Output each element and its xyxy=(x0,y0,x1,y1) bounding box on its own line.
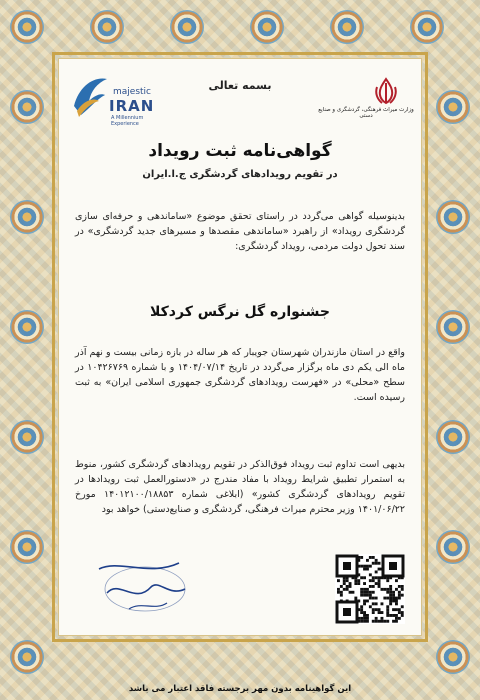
certificate-title: گواهی‌نامه ثبت رویداد xyxy=(148,141,332,161)
event-name: جشنواره گل نرگس کردکلا xyxy=(150,304,330,320)
border-rosette xyxy=(170,10,204,44)
border-rosette xyxy=(250,10,284,44)
signature xyxy=(89,549,199,619)
border-rosette xyxy=(410,10,444,44)
border-rosette xyxy=(330,10,364,44)
border-rosette xyxy=(10,640,44,674)
border-rosette xyxy=(10,310,44,344)
border-rosette xyxy=(436,640,470,674)
border-rosette xyxy=(436,90,470,124)
logo-text: majestic xyxy=(113,87,151,97)
iran-emblem-icon xyxy=(369,77,403,107)
border-rosette xyxy=(10,420,44,454)
border-rosette xyxy=(10,90,44,124)
basmala: بسمه تعالی xyxy=(208,79,272,92)
note-paragraph: بدیهی است تداوم ثبت رویداد فوق‌الذکر در تقویم رویدادهای گردشگری کشور، منوط به استمرار تطبیق شرایط رویداد با مفاد مندرج در «دستورالعمل ثبت رویدادها در تقویم رویدادهای گردشگری کشور» (ابلاغی شماره ۱۴۰۱۲۱۰۰/۱۸۸۵۳ مورخ ۱۴۰۱/۰۶/۲۲ وزیر محترم میراث فرهنگی، گردشگری و صنایع‌دستی) خواهد بود xyxy=(75,459,405,515)
validity-notice: این گواهینامه بدون مهر برجسته فاقد اعتبار می باشد xyxy=(128,684,352,694)
certificate-paper xyxy=(58,58,422,636)
intro-paragraph: بدینوسیله گواهی می‌گردد در راستای تحقق موضوع «ساماندهی و حرفه‌ای سازی گردشگری رویداد» از راهبرد «ساماندهی مقصدها و مسیرهای جدید گردشگری» در سند تحول دولت مردمی، رویداد گردشگری: xyxy=(75,211,405,252)
qr-code xyxy=(335,554,405,624)
border-rosette xyxy=(436,310,470,344)
logo-text: IRAN xyxy=(109,97,155,115)
border-rosette xyxy=(90,10,124,44)
border-rosette xyxy=(10,200,44,234)
border-rosette xyxy=(436,420,470,454)
ministry-name: وزارت میراث فرهنگی، گردشگری و صنایع دستی xyxy=(318,107,414,119)
border-rosette xyxy=(436,530,470,564)
border-rosette xyxy=(436,200,470,234)
border-rosette xyxy=(10,530,44,564)
details-paragraph: واقع در استان مازندران شهرستان جویبار که هر ساله در بازه زمانی بیست و نهم آذر ماه الی یکم دی ماه برگزار می‌گردد در تاریخ ۱۴۰۴/۰۷/۱۴ و با شماره ۱۰۴۲۶۷۶۹ در سطح «محلی» در «فهرست رویدادهای گردشگری جمهوری اسلامی ایران» به ثبت رسیده است. xyxy=(75,347,405,403)
logo-text: A Millennium Experience xyxy=(111,115,144,127)
certificate-subtitle: در تقویم رویدادهای گردشگری ج.ا.ایران xyxy=(142,169,338,180)
border-rosette xyxy=(10,10,44,44)
